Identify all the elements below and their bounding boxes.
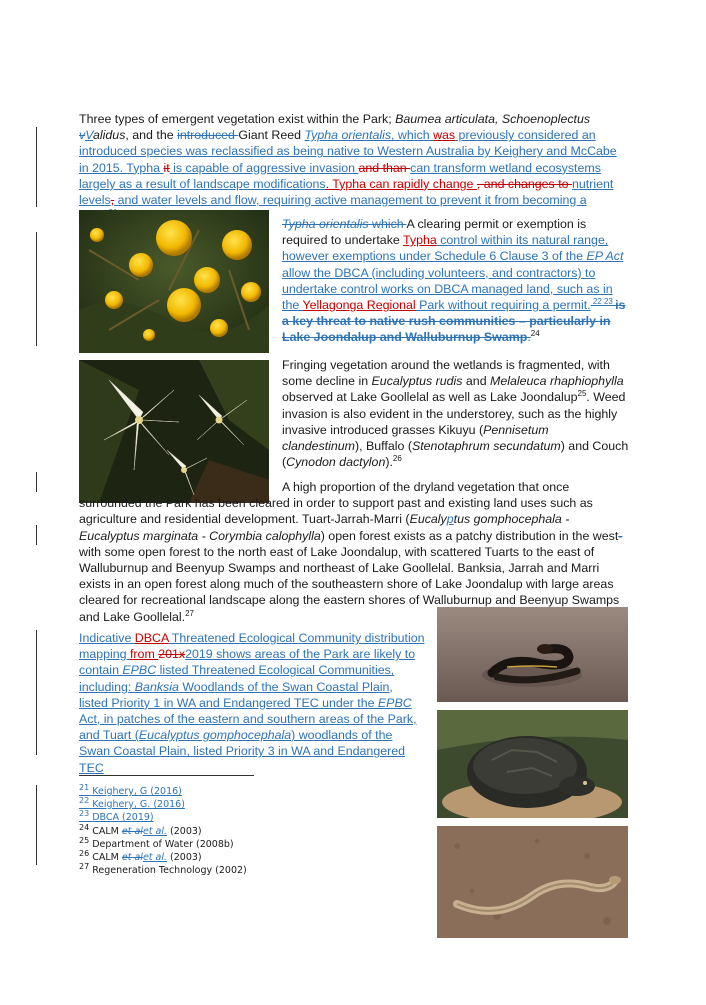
footnote-26: $^{26}$ CALM et alet al. (2003) [79,848,202,863]
footnote-25: $^{25}$ Department of Water (2008b) [79,835,234,850]
paragraph-threatened-communities: Indicative DBCA Threatened Ecological Community distribution mapping from 201x2019 shows areas of the Park are likely to contain EPBC listed Threatened Ecological Communities, including: Banksia Woodlands of the Swan Coastal Plain, listed Priority 1 in WA and Endangered TEC under the EPBC Act, in patches of the eastern and southern areas of the Park, and Tuart (Eucalyptus gomphocephala) woodlands of the Swan Coastal Plain, listed Priority 3 in WA and Endangered TEC [79,631,425,775]
paragraph-dryland-vegetation: A high proportion of the dryland vegetation that once surrounded the Park has been cleared in order to support past and existing land uses such as agriculture and residential development. Tuart-Jarrah-Marri (Eucalyptus gomphocephala - Eucalyptus marginata - Corymbia calophylla) open forest exists as a patchy distribution in the west- with some open forest to the north east of Lake Joondalup, with scattered Tuarts to the east of Walluburnup and Beenyup Swamps and northeast of Lake Goollelal. Banksia, Jarrah and Marri exists in an open forest along much of the southeastern shore of Lake Joondalup with large areas cleared for recreational landscape along the eastern shores of Walluburnup and Beenyup Swamps and Lake Goollelal.$^{27}$ [79,480,623,624]
footnote-23: $^{23}$ DBCA (2019) [79,808,154,823]
change-bar [36,472,37,492]
footnote-separator [79,775,254,776]
paragraph-fringing-vegetation: Fringing vegetation around the wetlands is fragmented, with some decline in Eucalyptus rudis and Melaleuca rhaphiophylla observed at Lake Goollelal as well as Lake Joondalup$^{25}$. Weed invasion is also evident in the understorey, such as the highly invasive introduced grasses Kikuyu (Pennisetum clandestinum), Buffalo (Stenotaphrum secundatum) and Couch (Cynodon dactylon).$^{26}$ [282,358,629,470]
photo-snake [437,607,628,702]
photo-yellow-flowers [79,210,269,353]
change-bar [36,232,37,346]
photo-legless-lizard [437,826,628,938]
footnote-27: $^{27}$ Regeneration Technology (2002) [79,861,247,876]
change-bar [36,785,37,825]
change-bar [36,825,37,865]
footnote-21: $^{21}$ Keighery, G (2016) [79,782,182,797]
footnote-24: $^{24}$ CALM et alet al. (2003) [79,822,202,837]
paragraph-clearing-permit: Typha orientalis which A clearing permit or exemption is required to undertake Typha control within its natural range, however exemptions under Schedule 6 Clause 3 of the EP Act allow the DBCA (including volunteers, and contractors) to undertake control works on DBCA managed land, such as in the Yellagonga Regional Park without requiring a permit. $^{22 23}$ is a key threat to native rush communities – particularly in Lake Joondalup and Walluburnup Swamp.$^{24}$ [282,217,626,345]
change-bar [36,525,37,545]
paragraph-emergent-vegetation: Three types of emergent vegetation exist within the Park; Baumea articulata, Schoenoplectus vValidus, and the introduced Giant Reed Typha orientalis, which was previously considered an introduced species was reclassified as being native to Western Australia by Keighery and McCabe in 2015. Typha it is capable of aggressive invasion and than can transform wetland ecosystems largely as a result of landscape modifications. Typha can rapidly change , and changes to nutrient levels, and water levels and flow, requiring active management to prevent it from becoming a [79,112,617,208]
change-bar [36,630,37,755]
photo-turtle [437,710,628,818]
footnote-22: $^{22}$ Keighery, G. (2016) [79,795,185,810]
change-bar [36,127,37,207]
